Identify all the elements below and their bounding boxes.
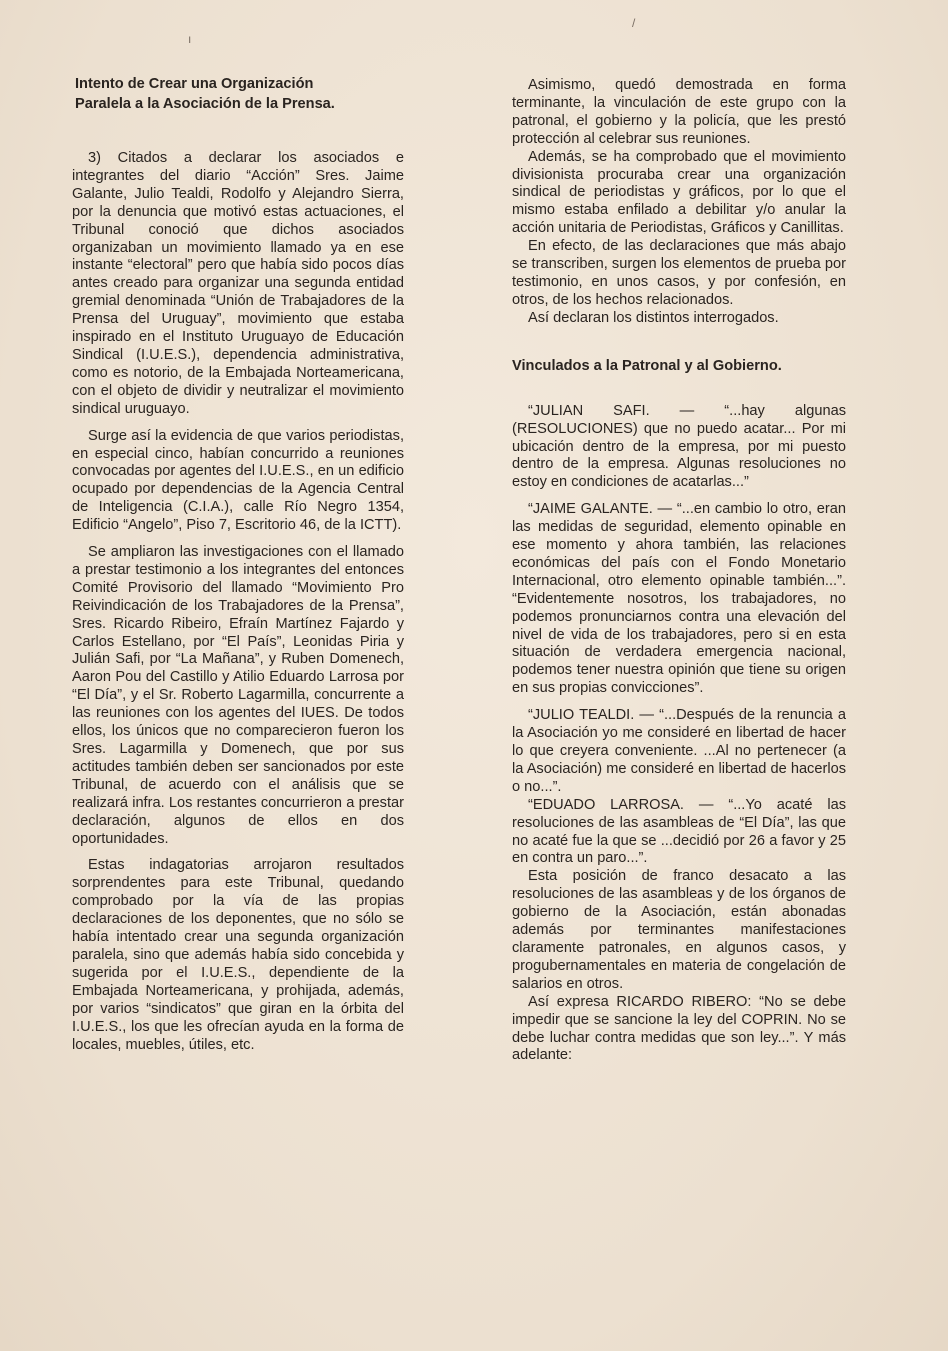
margin-mark: ı: [188, 32, 192, 46]
heading-line-1: Intento de Crear una Organización: [75, 76, 314, 92]
paragraph: Asimismo, quedó demostrada en forma terminante, la vinculación de este grupo con la patronal, el gobierno y la policía, que les prestó protección al celebrar sus reuniones.: [512, 77, 846, 147]
paragraph: Se ampliaron las investigaciones con el llamado a prestar testimonio a los integrantes del entonces Comité Provisorio del llamado “Movimiento Pro Reivindicación de los Trabajadores de la Prensa”, Sres. Ricardo Ribeiro, Efraín Martínez Fajardo y Carlos Estellano, por “El País”, Leonidas Piria y Julián Safi, por “La Mañana”, y Ruben Domenech, Aaron Pou del Castillo y Atilio Eduardo Larrosa por “El Día”, y el Sr. Roberto Lagarmilla, concurrente a las reuniones con los agentes del IUES. De todos ellos, los únicos que no comparecieron fueron los Sres. Lagarmilla y Domenech, que por sus actitudes también deben ser sancionados por este Tribunal, de acuerdo con el análisis que se realizará infra. Los restantes concurrieron a prestar declaración, algunos de ellos en dos oportunidades.: [72, 544, 404, 847]
section-heading-right: Vinculados a la Patronal y al Gobierno.: [512, 357, 782, 374]
paragraph: En efecto, de las declaraciones que más abajo se transcriben, surgen los elementos de prueba por testimonio, en unos casos, y por confesión, en otros, de los hechos relacionados.: [512, 238, 846, 308]
paragraph: Así declaran los distintos interrogados.: [528, 309, 779, 326]
paragraph: Surge así la evidencia de que varios periodistas, en especial cinco, habían concurrido a reuniones convocadas por agentes del I.U.E.S., en un edificio ocupado por dependencias de la Agencia Central de Inteligencia (C.I.A.), calle Río Negro 1354, Edificio “Angelo”, Piso 7, Escritorio 46, de la ICTT).: [72, 427, 404, 534]
left-column: [72, 74, 404, 1063]
paragraph: “JULIO TEALDI. — “...Después de la renuncia a la Asociación yo me consideré en libertad de hacer lo que creyera conveniente. ...Al no pertenecer (a la Asociación) me consideré en libertad de hacerlos o no...”.: [512, 707, 846, 795]
paragraph: 3) Citados a declarar los asociados e integrantes del diario “Acción” Sres. Jaime Galante, Julio Tealdi, Rodolfo y Alejandro Sierra, por la denuncia que motivó estas actuaciones, el Tribunal conoció que dichos asociados organizaban un movimiento llamado ya en ese instante “electoral” pero que había sido pocos días antes creado para organizar una segunda entidad gremial denominada “Unión de Trabajadores de la Prensa del Uruguay”, movimiento que estaba inspirado en el Instituto Uruguayo de Educación Sindical (I.U.E.S.), dependencia administrativa, como es notorio, de la Embajada Norteamericana, con el objeto de dividir y neutralizar el movimiento sindical uruguayo.: [72, 150, 404, 417]
right-column: [512, 77, 846, 1065]
paragraph: Así expresa RICARDO RIBERO: “No se debe impedir que se sancione la ley del COPRIN. No se debe luchar contra medidas que son ley...”. Y más adelante:: [512, 993, 846, 1064]
paragraph: Estas indagatorias arrojaron resultados sorprendentes para este Tribunal, quedando comprobado por la vía de las propias declaraciones de los deponentes, que no sólo se había intentado crear una segunda organización paralela, sino que además había sido concebida y sugerida por el I.U.E.S., dependiente de la Embajada Norteamericana, y prohijada, además, por varios “sindicatos” que giran en la órbita del I.U.E.S., los que les ofrecían ayuda en la forma de locales, muebles, útiles, etc.: [72, 857, 404, 1053]
paragraph: “EDUADO LARROSA. — “...Yo acaté las resoluciones de las asambleas de “El Día”, las que no acaté fue la que se ...decidió por 26 a favor y 25 en contra un paro...”.: [512, 796, 846, 867]
section-heading-left: [75, 74, 404, 114]
paragraph: “JULIAN SAFI. — “...hay algunas (RESOLUCIONES) que no puedo acatar... Por mi ubicación dentro de la empresa, por mi puesto dentro de la empresa. Algunas resoluciones no estoy en condiciones de acatarlas...”: [512, 402, 846, 491]
paragraph: “JAIME GALANTE. — “...en cambio lo otro, eran las medidas de seguridad, elemento opinable en ese momento y ahora también, las relaciones económicas del país con el Fondo Monetario Internacional, otro elemento opinable también...”. “Evidentemente nosotros, los trabajadores, no podemos pronunciarnos contra una elevación del nivel de vida de los trabajadores, pero si en esta situación de verdadera emergencia nacional, podemos tener nuestra opinión que tiene su origen en sus propias convicciones”.: [512, 501, 846, 697]
heading-line-2: Paralela a la Asociación de la Prensa.: [75, 96, 335, 112]
paragraph: Esta posición de franco desacato a las resoluciones de las asambleas y de los órganos de gobierno de la Asociación, están abonadas además por terminantes manifestaciones claramente patronales, en algunos casos, y progubernamentales en materia de congelación de salarios en otros.: [512, 868, 846, 992]
paragraph: Además, se ha comprobado que el movimiento divisionista procuraba crear una organización sindical de periodistas y gráficos, por lo que el mismo estaba enfilado a debilitar y/o anular la acción unitaria de Periodistas, Gráficos y Canillitas.: [512, 148, 846, 237]
margin-mark: /: [632, 16, 636, 30]
